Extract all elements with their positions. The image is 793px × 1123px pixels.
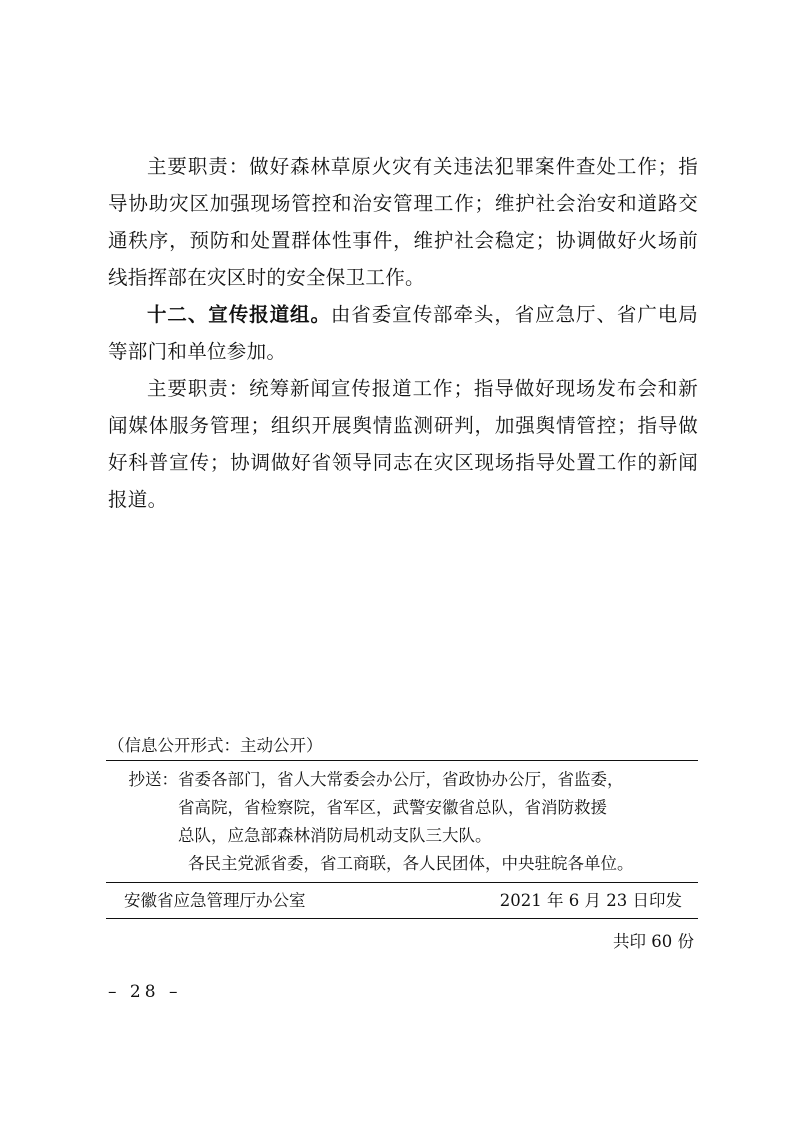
cc-line: 省委各部门，省人大常委会办公厅，省政协办公厅，省监委， xyxy=(178,770,624,789)
publicity-group-members: 由省委宣传部牵头，省应急厅、省广电局等部门和单位参加。 xyxy=(108,303,698,363)
body-text xyxy=(108,148,698,518)
divider-top xyxy=(106,760,698,761)
paragraph-publicity-duties: 主要职责：统筹新闻宣传报道工作；指导做好现场发布会和新闻媒体服务管理；组织开展舆情监测研判，加强舆情管控；指导做好科普宣传；协调做好省领导同志在灾区现场指导处置工作的新闻报道。 xyxy=(108,377,698,511)
section-heading-publicity-group: 十二、宣传报道组。 xyxy=(147,303,331,326)
divider-middle xyxy=(106,882,698,883)
cc-label: 抄送： xyxy=(128,770,178,789)
cc-line: 省高院，省检察院，省军区，武警安徽省总队，省消防救援 xyxy=(178,798,607,817)
paragraph-police-duties: 主要职责：做好森林草原火灾有关违法犯罪案件查处工作；指导协助灾区加强现场管控和治安管理工作；维护社会治安和道路交通秩序，预防和处置群体性事件，维护社会稳定；协调做好火场前线指挥部在灾区时的安全保卫工作。 xyxy=(108,155,698,289)
issue-date: 2021 年 6 月 23 日印发 xyxy=(499,891,682,910)
issue-line xyxy=(108,888,698,914)
copies-count: 共印 60 份 xyxy=(613,932,694,951)
paragraph-publicity-group xyxy=(108,296,698,370)
cc-block xyxy=(108,766,698,878)
divider-bottom xyxy=(106,918,698,919)
page-number: – 28 – xyxy=(108,982,182,1002)
info-disclosure-form: （信息公开形式：主动公开） xyxy=(108,736,323,755)
issuer: 安徽省应急管理厅办公室 xyxy=(124,891,306,910)
cc-line: 各民主党派省委，省工商联，各人民团体，中央驻皖各单位。 xyxy=(188,854,634,873)
cc-line: 总队，应急部森林消防局机动支队三大队。 xyxy=(178,826,492,845)
